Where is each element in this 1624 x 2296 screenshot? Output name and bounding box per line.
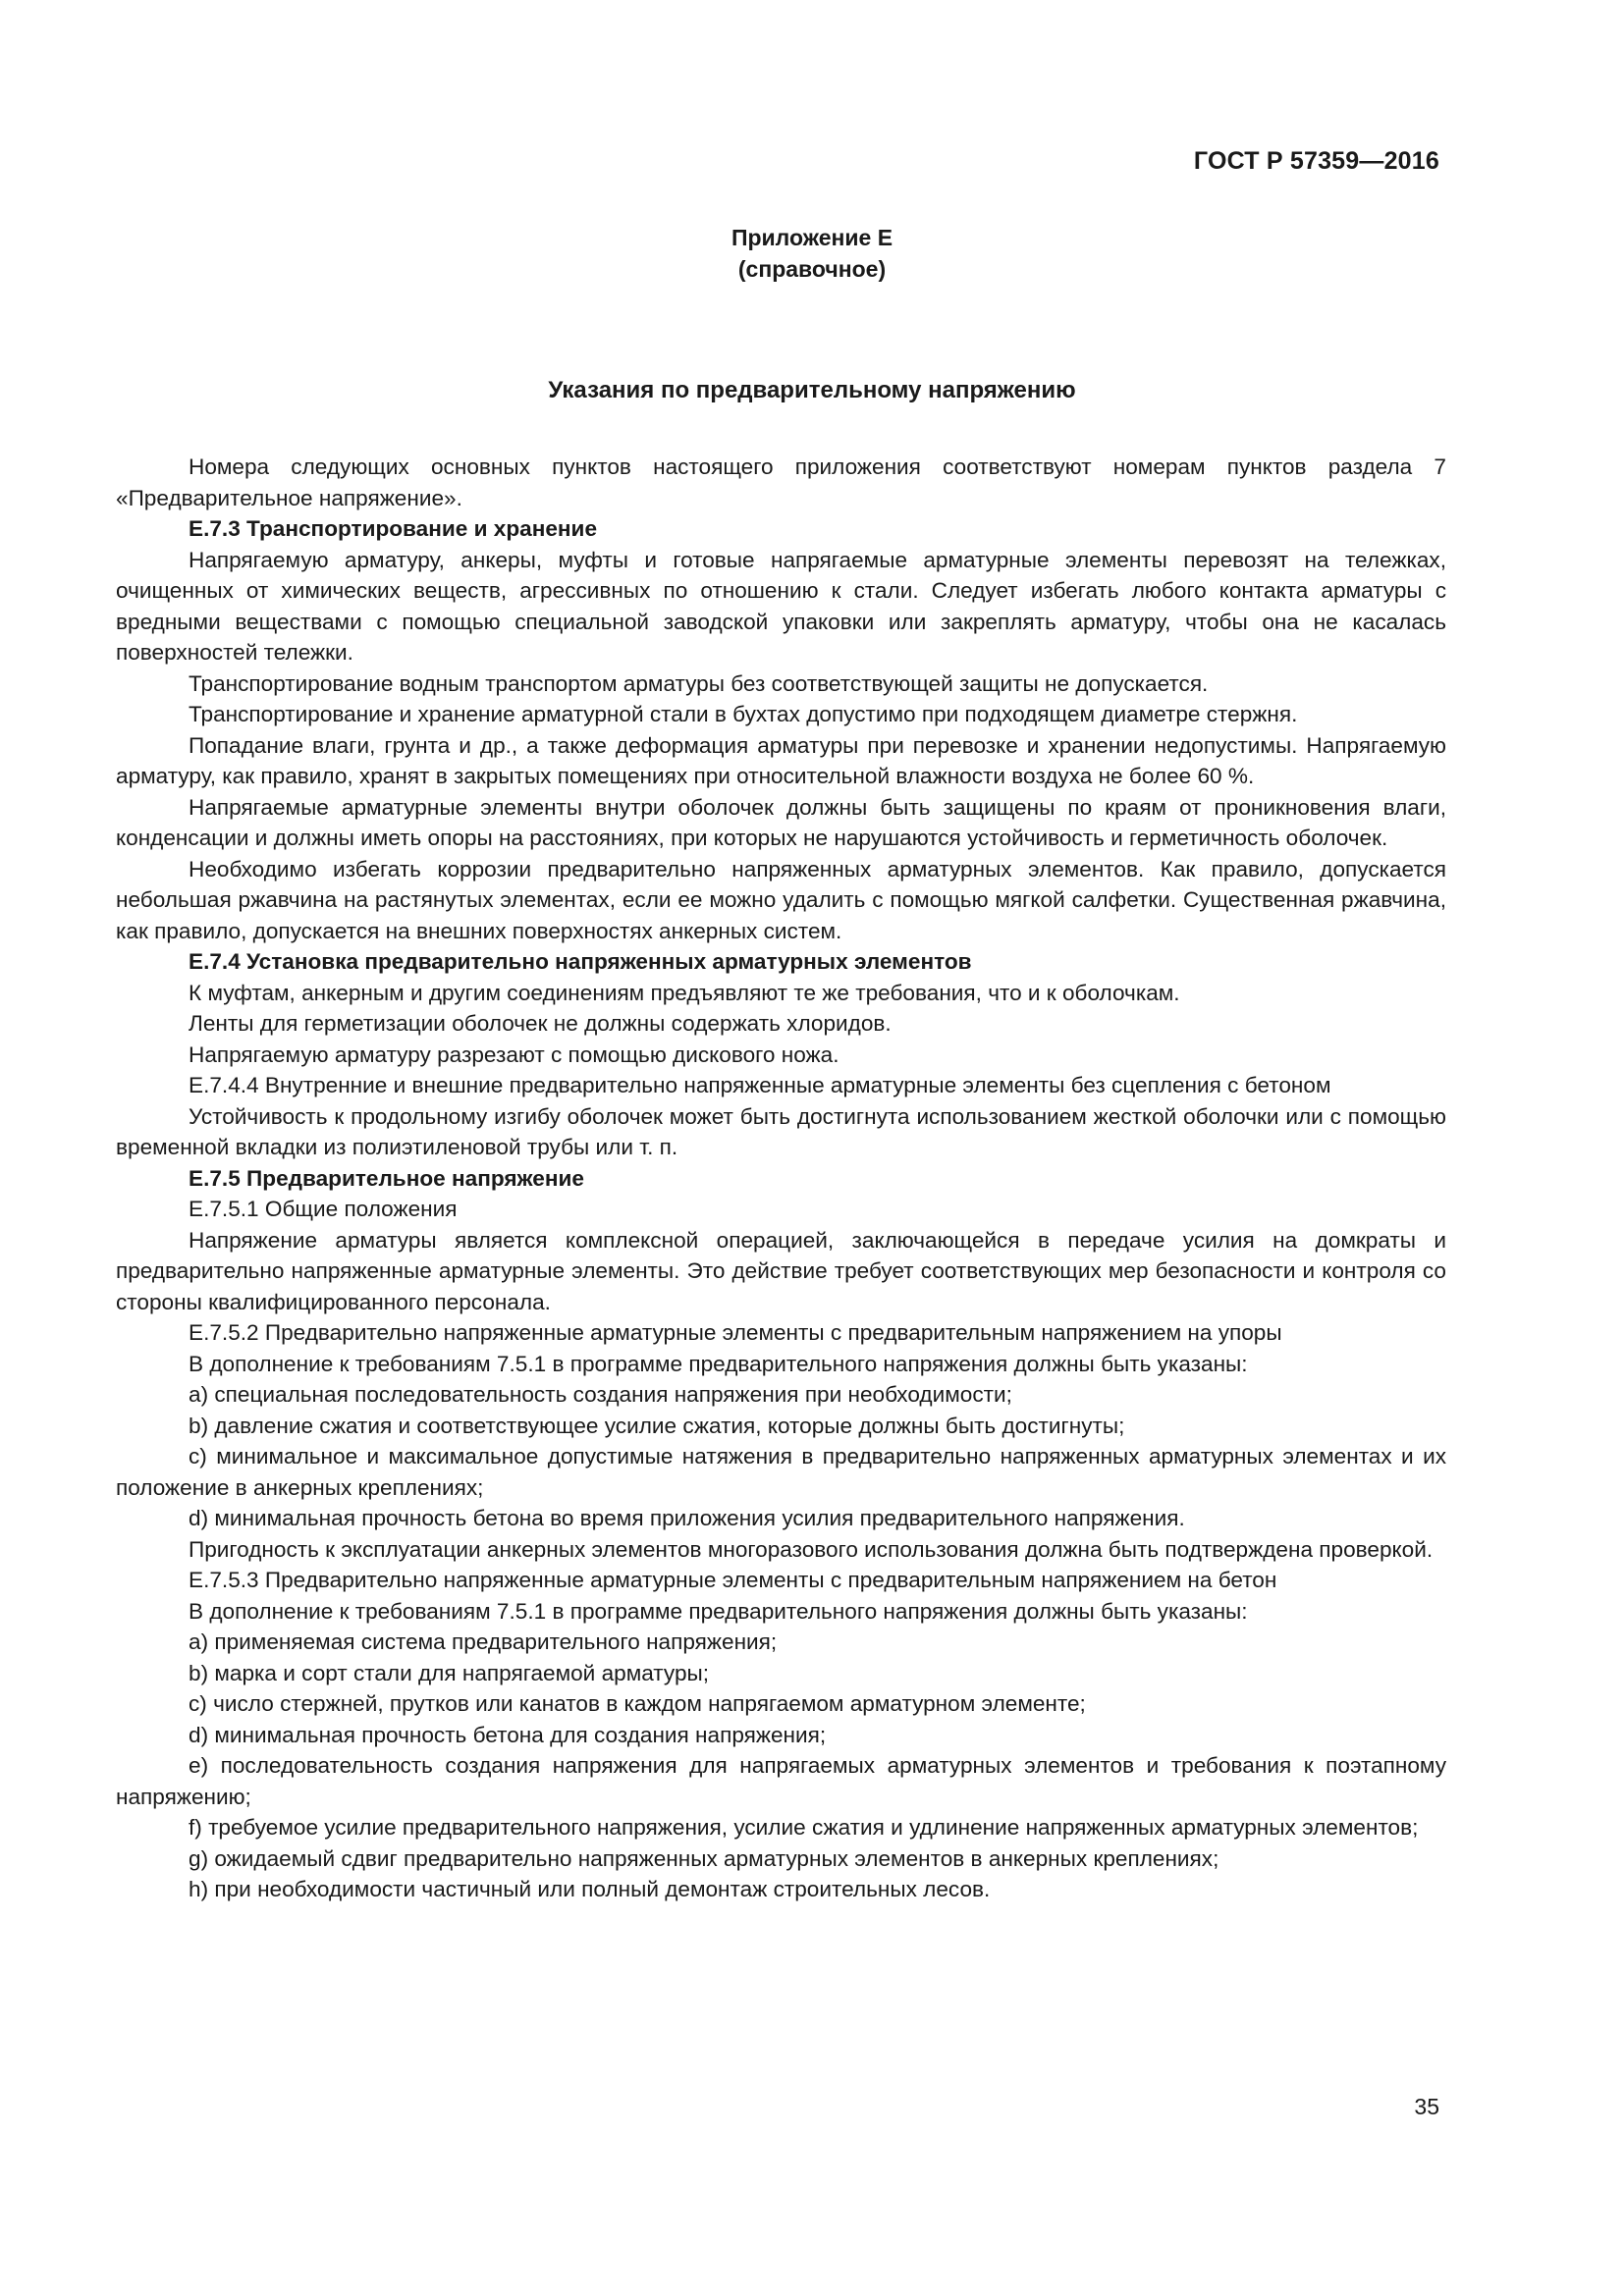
list-item: b) марка и сорт стали для напрягаемой арматуры; xyxy=(189,1660,710,1685)
paragraph: Ленты для герметизации оболочек не должны содержать хлоридов. xyxy=(189,1011,892,1036)
subsection-heading: Е.7.5.3 Предварительно напряженные арматурные элементы с предварительным напряжением на бетон xyxy=(189,1568,1277,1592)
paragraph: Пригодность к эксплуатации анкерных элементов многоразового использования должна быть подтверждена проверкой. xyxy=(189,1536,1434,1562)
list-item: d) минимальная прочность бетона для создания напряжения; xyxy=(189,1722,827,1747)
list-item: f) требуемое усилие предварительного напряжения, усилие сжатия и удлинение напряженных арматурных элементов; xyxy=(189,1815,1419,1840)
body-text xyxy=(116,452,1446,1905)
list-item: c) число стержней, прутков или канатов в каждом напрягаемом арматурном элементе; xyxy=(189,1691,1086,1716)
list-item: c) минимальное и максимальное допустимые натяжения в предварительно напряженных арматурных элементах и их положение в анкерных креплениях; xyxy=(116,1444,1446,1500)
annex-title: Указания по предварительному напряжению xyxy=(548,377,1076,403)
section-heading: Е.7.3 Транспортирование и хранение xyxy=(189,516,598,541)
page-number: 35 xyxy=(1414,2094,1439,2119)
paragraph: Напряжение арматуры является комплексной операцией, заключающейся в передаче усилия на домкраты и предварительно напряженные арматурные элементы. Это действие требует соответствующих мер безопасности и контроля со стороны квалифицированного персонала. xyxy=(116,1227,1446,1314)
list-item: a) специальная последовательность создания напряжения при необходимости; xyxy=(189,1382,1012,1407)
section-heading: Е.7.5 Предварительное напряжение xyxy=(189,1165,584,1191)
paragraph: Необходимо избегать коррозии предварительно напряженных арматурных элементов. Как правило, допускается небольшая ржавчина на растянутых элементах, если ее можно удалить с помощью мягкой салфетки. Существенная ржавчина, как правило, допускается на внешних поверхностях анкерных систем. xyxy=(116,856,1446,943)
paragraph: В дополнение к требованиям 7.5.1 в программе предварительного напряжения должны быть указаны: xyxy=(189,1351,1248,1376)
list-item: h) при необходимости частичный или полный демонтаж строительных лесов. xyxy=(189,1877,991,1901)
subsection-heading: Е.7.5.2 Предварительно напряженные арматурные элементы с предварительным напряжением на упоры xyxy=(189,1320,1282,1345)
paragraph: Транспортирование и хранение арматурной стали в бухтах допустимо при подходящем диаметре стержня. xyxy=(189,702,1298,726)
paragraph: Напрягаемые арматурные элементы внутри оболочек должны быть защищены по краям от проникновения влаги, конденсации и должны иметь опоры на расстояниях, при которых не нарушаются устойчивость и герметичность оболочек. xyxy=(116,794,1446,850)
document-code: ГОСТ Р 57359—2016 xyxy=(1193,147,1439,175)
annex-label: Приложение Е xyxy=(731,225,893,250)
annex-kind: (справочное) xyxy=(737,256,887,282)
list-item: g) ожидаемый сдвиг предварительно напряженных арматурных элементов в анкерных креплениях; xyxy=(189,1845,1219,1871)
paragraph: Номера следующих основных пунктов настоящего приложения соответствуют номерам пунктов раздела 7 «Предварительное напряжение». xyxy=(116,454,1446,510)
section-heading: Е.7.4 Установка предварительно напряженных арматурных элементов xyxy=(189,949,972,974)
subsection-heading: Е.7.5.1 Общие положения xyxy=(189,1197,458,1221)
paragraph: Устойчивость к продольному изгибу оболочек может быть достигнута использованием жесткой оболочки или с помощью временной вкладки из полиэтиленовой трубы или т. п. xyxy=(116,1103,1446,1159)
subsection-heading: Е.7.4.4 Внутренние и внешние предварительно напряженные арматурные элементы без сцепления с бетоном xyxy=(189,1073,1331,1097)
annex-heading xyxy=(0,222,1624,285)
list-item: e) последовательность создания напряжения для напрягаемых арматурных элементов и требования к поэтапному напряжению; xyxy=(116,1753,1446,1809)
list-item: b) давление сжатия и соответствующее усилие сжатия, которые должны быть достигнуты; xyxy=(189,1413,1125,1438)
paragraph: Напрягаемую арматуру разрезают с помощью дискового ножа. xyxy=(189,1041,839,1067)
paragraph: Транспортирование водным транспортом арматуры без соответствующей защиты не допускается. xyxy=(189,670,1209,696)
paragraph: Напрягаемую арматуру, анкеры, муфты и готовые напрягаемые арматурные элементы перевозят на тележках, очищенных от химических веществ, агрессивных по отношению к стали. Следует избегать любого контакта арматуры с вредными веществами с помощью специальной заводской упаковки или закреплять арматуру, чтобы она не касалась поверхностей тележки. xyxy=(116,547,1446,665)
paragraph: Попадание влаги, грунта и др., а также деформация арматуры при перевозке и хранении недопустимы. Напрягаемую арматуру, как правило, хранят в закрытых помещениях при относительной влажности воздуха не более 60 %. xyxy=(116,732,1446,788)
list-item: d) минимальная прочность бетона во время приложения усилия предварительного напряжения. xyxy=(189,1506,1185,1530)
list-item: a) применяемая система предварительного напряжения; xyxy=(189,1629,778,1654)
paragraph: В дополнение к требованиям 7.5.1 в программе предварительного напряжения должны быть указаны: xyxy=(189,1598,1248,1624)
paragraph: К муфтам, анкерным и другим соединениям предъявляют те же требования, что и к оболочкам. xyxy=(189,980,1180,1005)
